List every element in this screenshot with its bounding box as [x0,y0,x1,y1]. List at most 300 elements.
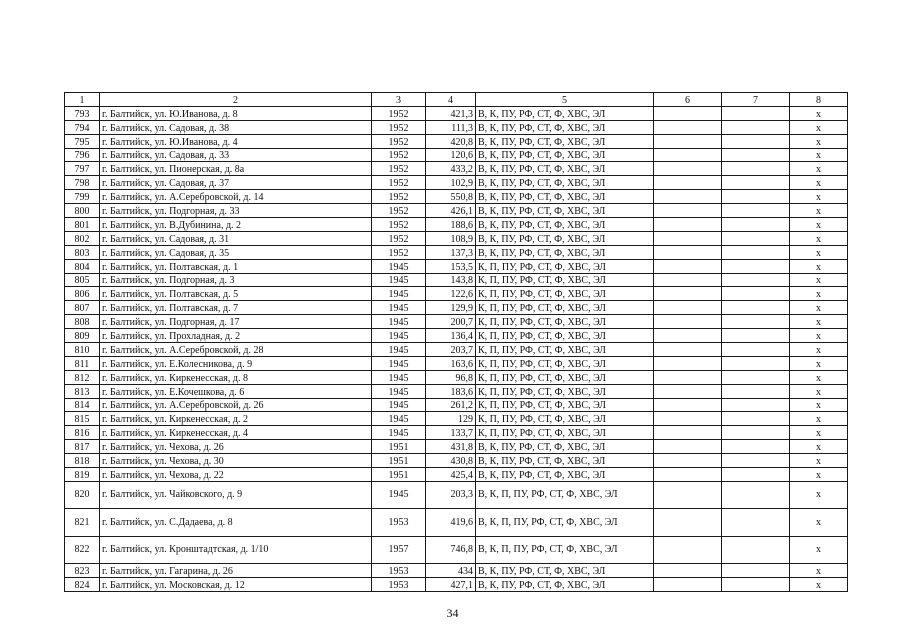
page-number: 34 [446,606,459,620]
column-6-cell [654,343,722,357]
column-7-cell [722,231,790,245]
column-7-cell [722,301,790,315]
mark-cell: x [790,578,848,592]
address-cell: г. Балтийск, ул. Киркенесская, д. 2 [100,412,372,426]
column-7-cell [722,536,790,564]
area-cell: 746,8 [426,536,476,564]
column-header: 1 [65,93,100,107]
mark-cell: x [790,440,848,454]
mark-cell: x [790,398,848,412]
services-cell: К, П, ПУ, РФ, СТ, Ф, ХВС, ЭЛ [476,287,654,301]
table-row [65,426,848,440]
year-cell: 1953 [372,509,426,537]
services-cell: В, К, ПУ, РФ, СТ, Ф, ХВС, ЭЛ [476,578,654,592]
address-cell: г. Балтийск, ул. Пионерская, д. 8а [100,162,372,176]
area-cell: 425,4 [426,468,476,482]
row-number: 824 [65,578,100,592]
services-cell: В, К, П, ПУ, РФ, СТ, Ф, ХВС, ЭЛ [476,509,654,537]
address-cell: г. Балтийск, ул. В.Дубинина, д. 2 [100,218,372,232]
mark-cell: x [790,536,848,564]
column-7-cell [722,259,790,273]
table-row [65,218,848,232]
mark-cell: x [790,204,848,218]
column-7-cell [722,412,790,426]
row-number: 817 [65,440,100,454]
address-cell: г. Балтийск, ул. Полтавская, д. 7 [100,301,372,315]
year-cell: 1952 [372,120,426,134]
row-number: 801 [65,218,100,232]
column-7-cell [722,273,790,287]
services-cell: В, К, ПУ, РФ, СТ, Ф, ХВС, ЭЛ [476,204,654,218]
services-cell: К, П, ПУ, РФ, СТ, Ф, ХВС, ЭЛ [476,343,654,357]
row-number: 793 [65,106,100,120]
services-cell: В, К, ПУ, РФ, СТ, Ф, ХВС, ЭЛ [476,134,654,148]
table-row [65,343,848,357]
column-6-cell [654,231,722,245]
address-cell: г. Балтийск, ул. Киркенесская, д. 8 [100,370,372,384]
row-number: 806 [65,287,100,301]
mark-cell: x [790,329,848,343]
services-cell: В, К, ПУ, РФ, СТ, Ф, ХВС, ЭЛ [476,564,654,578]
column-6-cell [654,120,722,134]
column-7-cell [722,343,790,357]
table-row [65,440,848,454]
column-7-cell [722,426,790,440]
year-cell: 1945 [372,301,426,315]
address-cell: г. Балтийск, ул. Е.Колесникова, д. 9 [100,356,372,370]
mark-cell: x [790,287,848,301]
table-row [65,120,848,134]
row-number: 822 [65,536,100,564]
table-row [65,273,848,287]
mark-cell: x [790,218,848,232]
services-cell: В, К, П, ПУ, РФ, СТ, Ф, ХВС, ЭЛ [476,481,654,509]
row-number: 800 [65,204,100,218]
year-cell: 1952 [372,190,426,204]
area-cell: 163,6 [426,356,476,370]
row-number: 814 [65,398,100,412]
address-cell: г. Балтийск, ул. Садовая, д. 31 [100,231,372,245]
area-cell: 261,2 [426,398,476,412]
column-6-cell [654,481,722,509]
column-6-cell [654,245,722,259]
column-header: 6 [654,93,722,107]
address-cell: г. Балтийск, ул. Кронштадтская, д. 1/10 [100,536,372,564]
year-cell: 1951 [372,468,426,482]
row-number: 818 [65,454,100,468]
services-cell: К, П, ПУ, РФ, СТ, Ф, ХВС, ЭЛ [476,384,654,398]
column-6-cell [654,426,722,440]
table-row [65,564,848,578]
column-7-cell [722,106,790,120]
row-number: 815 [65,412,100,426]
table-row [65,536,848,564]
table-row [65,190,848,204]
mark-cell: x [790,148,848,162]
table-row [65,356,848,370]
area-cell: 420,8 [426,134,476,148]
table-row [65,134,848,148]
year-cell: 1945 [372,384,426,398]
services-cell: В, К, ПУ, РФ, СТ, Ф, ХВС, ЭЛ [476,176,654,190]
year-cell: 1952 [372,245,426,259]
year-cell: 1952 [372,106,426,120]
address-cell: г. Балтийск, ул. А.Серебровской, д. 26 [100,398,372,412]
area-cell: 431,8 [426,440,476,454]
year-cell: 1951 [372,440,426,454]
address-cell: г. Балтийск, ул. А.Серебровской, д. 14 [100,190,372,204]
table-row [65,106,848,120]
mark-cell: x [790,231,848,245]
address-cell: г. Балтийск, ул. Садовая, д. 37 [100,176,372,190]
mark-cell: x [790,509,848,537]
address-cell: г. Балтийск, ул. Московская, д. 12 [100,578,372,592]
mark-cell: x [790,245,848,259]
table-row [65,176,848,190]
column-7-cell [722,356,790,370]
year-cell: 1945 [372,343,426,357]
services-cell: К, П, ПУ, РФ, СТ, Ф, ХВС, ЭЛ [476,315,654,329]
year-cell: 1952 [372,176,426,190]
year-cell: 1945 [372,356,426,370]
year-cell: 1945 [372,370,426,384]
mark-cell: x [790,426,848,440]
services-cell: В, К, ПУ, РФ, СТ, Ф, ХВС, ЭЛ [476,106,654,120]
area-cell: 133,7 [426,426,476,440]
address-cell: г. Балтийск, ул. Чайковского, д. 9 [100,481,372,509]
table-row [65,468,848,482]
mark-cell: x [790,301,848,315]
area-cell: 188,6 [426,218,476,232]
services-cell: В, К, ПУ, РФ, СТ, Ф, ХВС, ЭЛ [476,218,654,232]
column-6-cell [654,218,722,232]
column-7-cell [722,384,790,398]
row-number: 823 [65,564,100,578]
column-6-cell [654,440,722,454]
column-header: 8 [790,93,848,107]
column-6-cell [654,398,722,412]
services-cell: К, П, ПУ, РФ, СТ, Ф, ХВС, ЭЛ [476,398,654,412]
column-6-cell [654,190,722,204]
row-number: 799 [65,190,100,204]
address-cell: г. Балтийск, ул. С.Дадаева, д. 8 [100,509,372,537]
year-cell: 1945 [372,412,426,426]
area-cell: 421,3 [426,106,476,120]
column-6-cell [654,509,722,537]
area-cell: 111,3 [426,120,476,134]
column-7-cell [722,440,790,454]
mark-cell: x [790,315,848,329]
year-cell: 1945 [372,481,426,509]
table-row [65,398,848,412]
address-cell: г. Балтийск, ул. Полтавская, д. 1 [100,259,372,273]
area-cell: 433,2 [426,162,476,176]
column-6-cell [654,134,722,148]
year-cell: 1952 [372,148,426,162]
row-number: 816 [65,426,100,440]
address-cell: г. Балтийск, ул. А.Серебровской, д. 28 [100,343,372,357]
table-row [65,162,848,176]
area-cell: 102,9 [426,176,476,190]
column-header: 3 [372,93,426,107]
column-6-cell [654,564,722,578]
table-row [65,578,848,592]
services-cell: В, К, ПУ, РФ, СТ, Ф, ХВС, ЭЛ [476,245,654,259]
row-number: 805 [65,273,100,287]
column-6-cell [654,273,722,287]
area-cell: 550,8 [426,190,476,204]
address-cell: г. Балтийск, ул. Чехова, д. 26 [100,440,372,454]
mark-cell: x [790,412,848,426]
column-7-cell [722,204,790,218]
mark-cell: x [790,468,848,482]
mark-cell: x [790,120,848,134]
mark-cell: x [790,343,848,357]
table-row [65,301,848,315]
year-cell: 1945 [372,329,426,343]
column-7-cell [722,468,790,482]
column-6-cell [654,356,722,370]
services-cell: В, К, ПУ, РФ, СТ, Ф, ХВС, ЭЛ [476,120,654,134]
area-cell: 129 [426,412,476,426]
address-cell: г. Балтийск, ул. Ю.Иванова, д. 8 [100,106,372,120]
area-cell: 122,6 [426,287,476,301]
year-cell: 1951 [372,454,426,468]
year-cell: 1945 [372,273,426,287]
column-6-cell [654,578,722,592]
column-header: 2 [100,93,372,107]
row-number: 810 [65,343,100,357]
column-7-cell [722,398,790,412]
column-7-cell [722,190,790,204]
services-cell: К, П, ПУ, РФ, СТ, Ф, ХВС, ЭЛ [476,356,654,370]
column-6-cell [654,176,722,190]
year-cell: 1945 [372,315,426,329]
column-7-cell [722,481,790,509]
column-6-cell [654,329,722,343]
area-cell: 183,6 [426,384,476,398]
area-cell: 430,8 [426,454,476,468]
row-number: 811 [65,356,100,370]
year-cell: 1952 [372,231,426,245]
column-6-cell [654,287,722,301]
area-cell: 129,9 [426,301,476,315]
column-header: 7 [722,93,790,107]
mark-cell: x [790,481,848,509]
row-number: 804 [65,259,100,273]
services-cell: В, К, ПУ, РФ, СТ, Ф, ХВС, ЭЛ [476,440,654,454]
column-7-cell [722,148,790,162]
row-number: 795 [65,134,100,148]
area-cell: 203,7 [426,343,476,357]
year-cell: 1953 [372,578,426,592]
year-cell: 1952 [372,204,426,218]
column-header: 5 [476,93,654,107]
row-number: 809 [65,329,100,343]
column-7-cell [722,454,790,468]
address-cell: г. Балтийск, ул. Садовая, д. 38 [100,120,372,134]
address-cell: г. Балтийск, ул. Чехова, д. 22 [100,468,372,482]
table-row [65,370,848,384]
mark-cell: x [790,106,848,120]
year-cell: 1952 [372,134,426,148]
column-7-cell [722,245,790,259]
column-6-cell [654,301,722,315]
address-cell: г. Балтийск, ул. Подгорная, д. 3 [100,273,372,287]
row-number: 798 [65,176,100,190]
column-7-cell [722,162,790,176]
services-cell: В, К, ПУ, РФ, СТ, Ф, ХВС, ЭЛ [476,162,654,176]
column-6-cell [654,204,722,218]
row-number: 812 [65,370,100,384]
address-cell: г. Балтийск, ул. Гагарина, д. 26 [100,564,372,578]
row-number: 808 [65,315,100,329]
services-cell: К, П, ПУ, РФ, СТ, Ф, ХВС, ЭЛ [476,273,654,287]
year-cell: 1952 [372,218,426,232]
table-row [65,454,848,468]
column-6-cell [654,412,722,426]
column-6-cell [654,384,722,398]
area-cell: 200,7 [426,315,476,329]
column-6-cell [654,315,722,329]
services-cell: К, П, ПУ, РФ, СТ, Ф, ХВС, ЭЛ [476,259,654,273]
area-cell: 427,1 [426,578,476,592]
table-row [65,384,848,398]
row-number: 820 [65,481,100,509]
area-cell: 120,6 [426,148,476,162]
address-cell: г. Балтийск, ул. Чехова, д. 30 [100,454,372,468]
services-cell: К, П, ПУ, РФ, СТ, Ф, ХВС, ЭЛ [476,370,654,384]
table-row [65,329,848,343]
services-cell: В, К, ПУ, РФ, СТ, Ф, ХВС, ЭЛ [476,190,654,204]
table-row [65,315,848,329]
row-number: 819 [65,468,100,482]
year-cell: 1945 [372,426,426,440]
area-cell: 426,1 [426,204,476,218]
row-number: 807 [65,301,100,315]
mark-cell: x [790,162,848,176]
mark-cell: x [790,564,848,578]
table-body [65,93,848,592]
table-row [65,481,848,509]
table-row [65,245,848,259]
area-cell: 153,5 [426,259,476,273]
area-cell: 434 [426,564,476,578]
address-cell: г. Балтийск, ул. Прохладная, д. 2 [100,329,372,343]
address-cell: г. Балтийск, ул. Полтавская, д. 5 [100,287,372,301]
services-cell: В, К, ПУ, РФ, СТ, Ф, ХВС, ЭЛ [476,148,654,162]
area-cell: 137,3 [426,245,476,259]
mark-cell: x [790,384,848,398]
services-cell: К, П, ПУ, РФ, СТ, Ф, ХВС, ЭЛ [476,412,654,426]
table-row [65,259,848,273]
column-6-cell [654,454,722,468]
housing-registry-table [64,92,848,592]
services-cell: К, П, ПУ, РФ, СТ, Ф, ХВС, ЭЛ [476,329,654,343]
year-cell: 1945 [372,259,426,273]
table-row [65,148,848,162]
mark-cell: x [790,356,848,370]
table-row [65,231,848,245]
column-7-cell [722,315,790,329]
mark-cell: x [790,134,848,148]
services-cell: В, К, ПУ, РФ, СТ, Ф, ХВС, ЭЛ [476,231,654,245]
mark-cell: x [790,273,848,287]
row-number: 802 [65,231,100,245]
column-6-cell [654,468,722,482]
mark-cell: x [790,454,848,468]
year-cell: 1945 [372,398,426,412]
area-cell: 143,8 [426,273,476,287]
row-number: 821 [65,509,100,537]
address-cell: г. Балтийск, ул. Ю.Иванова, д. 4 [100,134,372,148]
column-7-cell [722,120,790,134]
row-number: 796 [65,148,100,162]
area-cell: 419,6 [426,509,476,537]
table-row [65,287,848,301]
column-7-cell [722,578,790,592]
column-7-cell [722,564,790,578]
row-number: 803 [65,245,100,259]
column-6-cell [654,536,722,564]
mark-cell: x [790,190,848,204]
table-row [65,412,848,426]
table-row [65,204,848,218]
column-6-cell [654,162,722,176]
column-header: 4 [426,93,476,107]
column-7-cell [722,287,790,301]
row-number: 794 [65,120,100,134]
address-cell: г. Балтийск, ул. Садовая, д. 35 [100,245,372,259]
address-cell: г. Балтийск, ул. Садовая, д. 33 [100,148,372,162]
column-7-cell [722,176,790,190]
column-7-cell [722,329,790,343]
mark-cell: x [790,370,848,384]
area-cell: 96,8 [426,370,476,384]
year-cell: 1953 [372,564,426,578]
area-cell: 108,9 [426,231,476,245]
header-row [65,93,848,107]
services-cell: К, П, ПУ, РФ, СТ, Ф, ХВС, ЭЛ [476,426,654,440]
column-7-cell [722,509,790,537]
area-cell: 203,3 [426,481,476,509]
column-6-cell [654,259,722,273]
column-6-cell [654,148,722,162]
mark-cell: x [790,176,848,190]
row-number: 813 [65,384,100,398]
services-cell: К, П, ПУ, РФ, СТ, Ф, ХВС, ЭЛ [476,301,654,315]
address-cell: г. Балтийск, ул. Подгорная, д. 17 [100,315,372,329]
column-7-cell [722,370,790,384]
column-6-cell [654,370,722,384]
year-cell: 1952 [372,162,426,176]
address-cell: г. Балтийск, ул. Киркенесская, д. 4 [100,426,372,440]
area-cell: 136,4 [426,329,476,343]
mark-cell: x [790,259,848,273]
services-cell: В, К, П, ПУ, РФ, СТ, Ф, ХВС, ЭЛ [476,536,654,564]
column-7-cell [722,134,790,148]
row-number: 797 [65,162,100,176]
year-cell: 1945 [372,287,426,301]
year-cell: 1957 [372,536,426,564]
services-cell: В, К, ПУ, РФ, СТ, Ф, ХВС, ЭЛ [476,468,654,482]
column-6-cell [654,106,722,120]
table-row [65,509,848,537]
address-cell: г. Балтийск, ул. Е.Кочешкова, д. 6 [100,384,372,398]
address-cell: г. Балтийск, ул. Подгорная, д. 33 [100,204,372,218]
column-7-cell [722,218,790,232]
services-cell: В, К, ПУ, РФ, СТ, Ф, ХВС, ЭЛ [476,454,654,468]
